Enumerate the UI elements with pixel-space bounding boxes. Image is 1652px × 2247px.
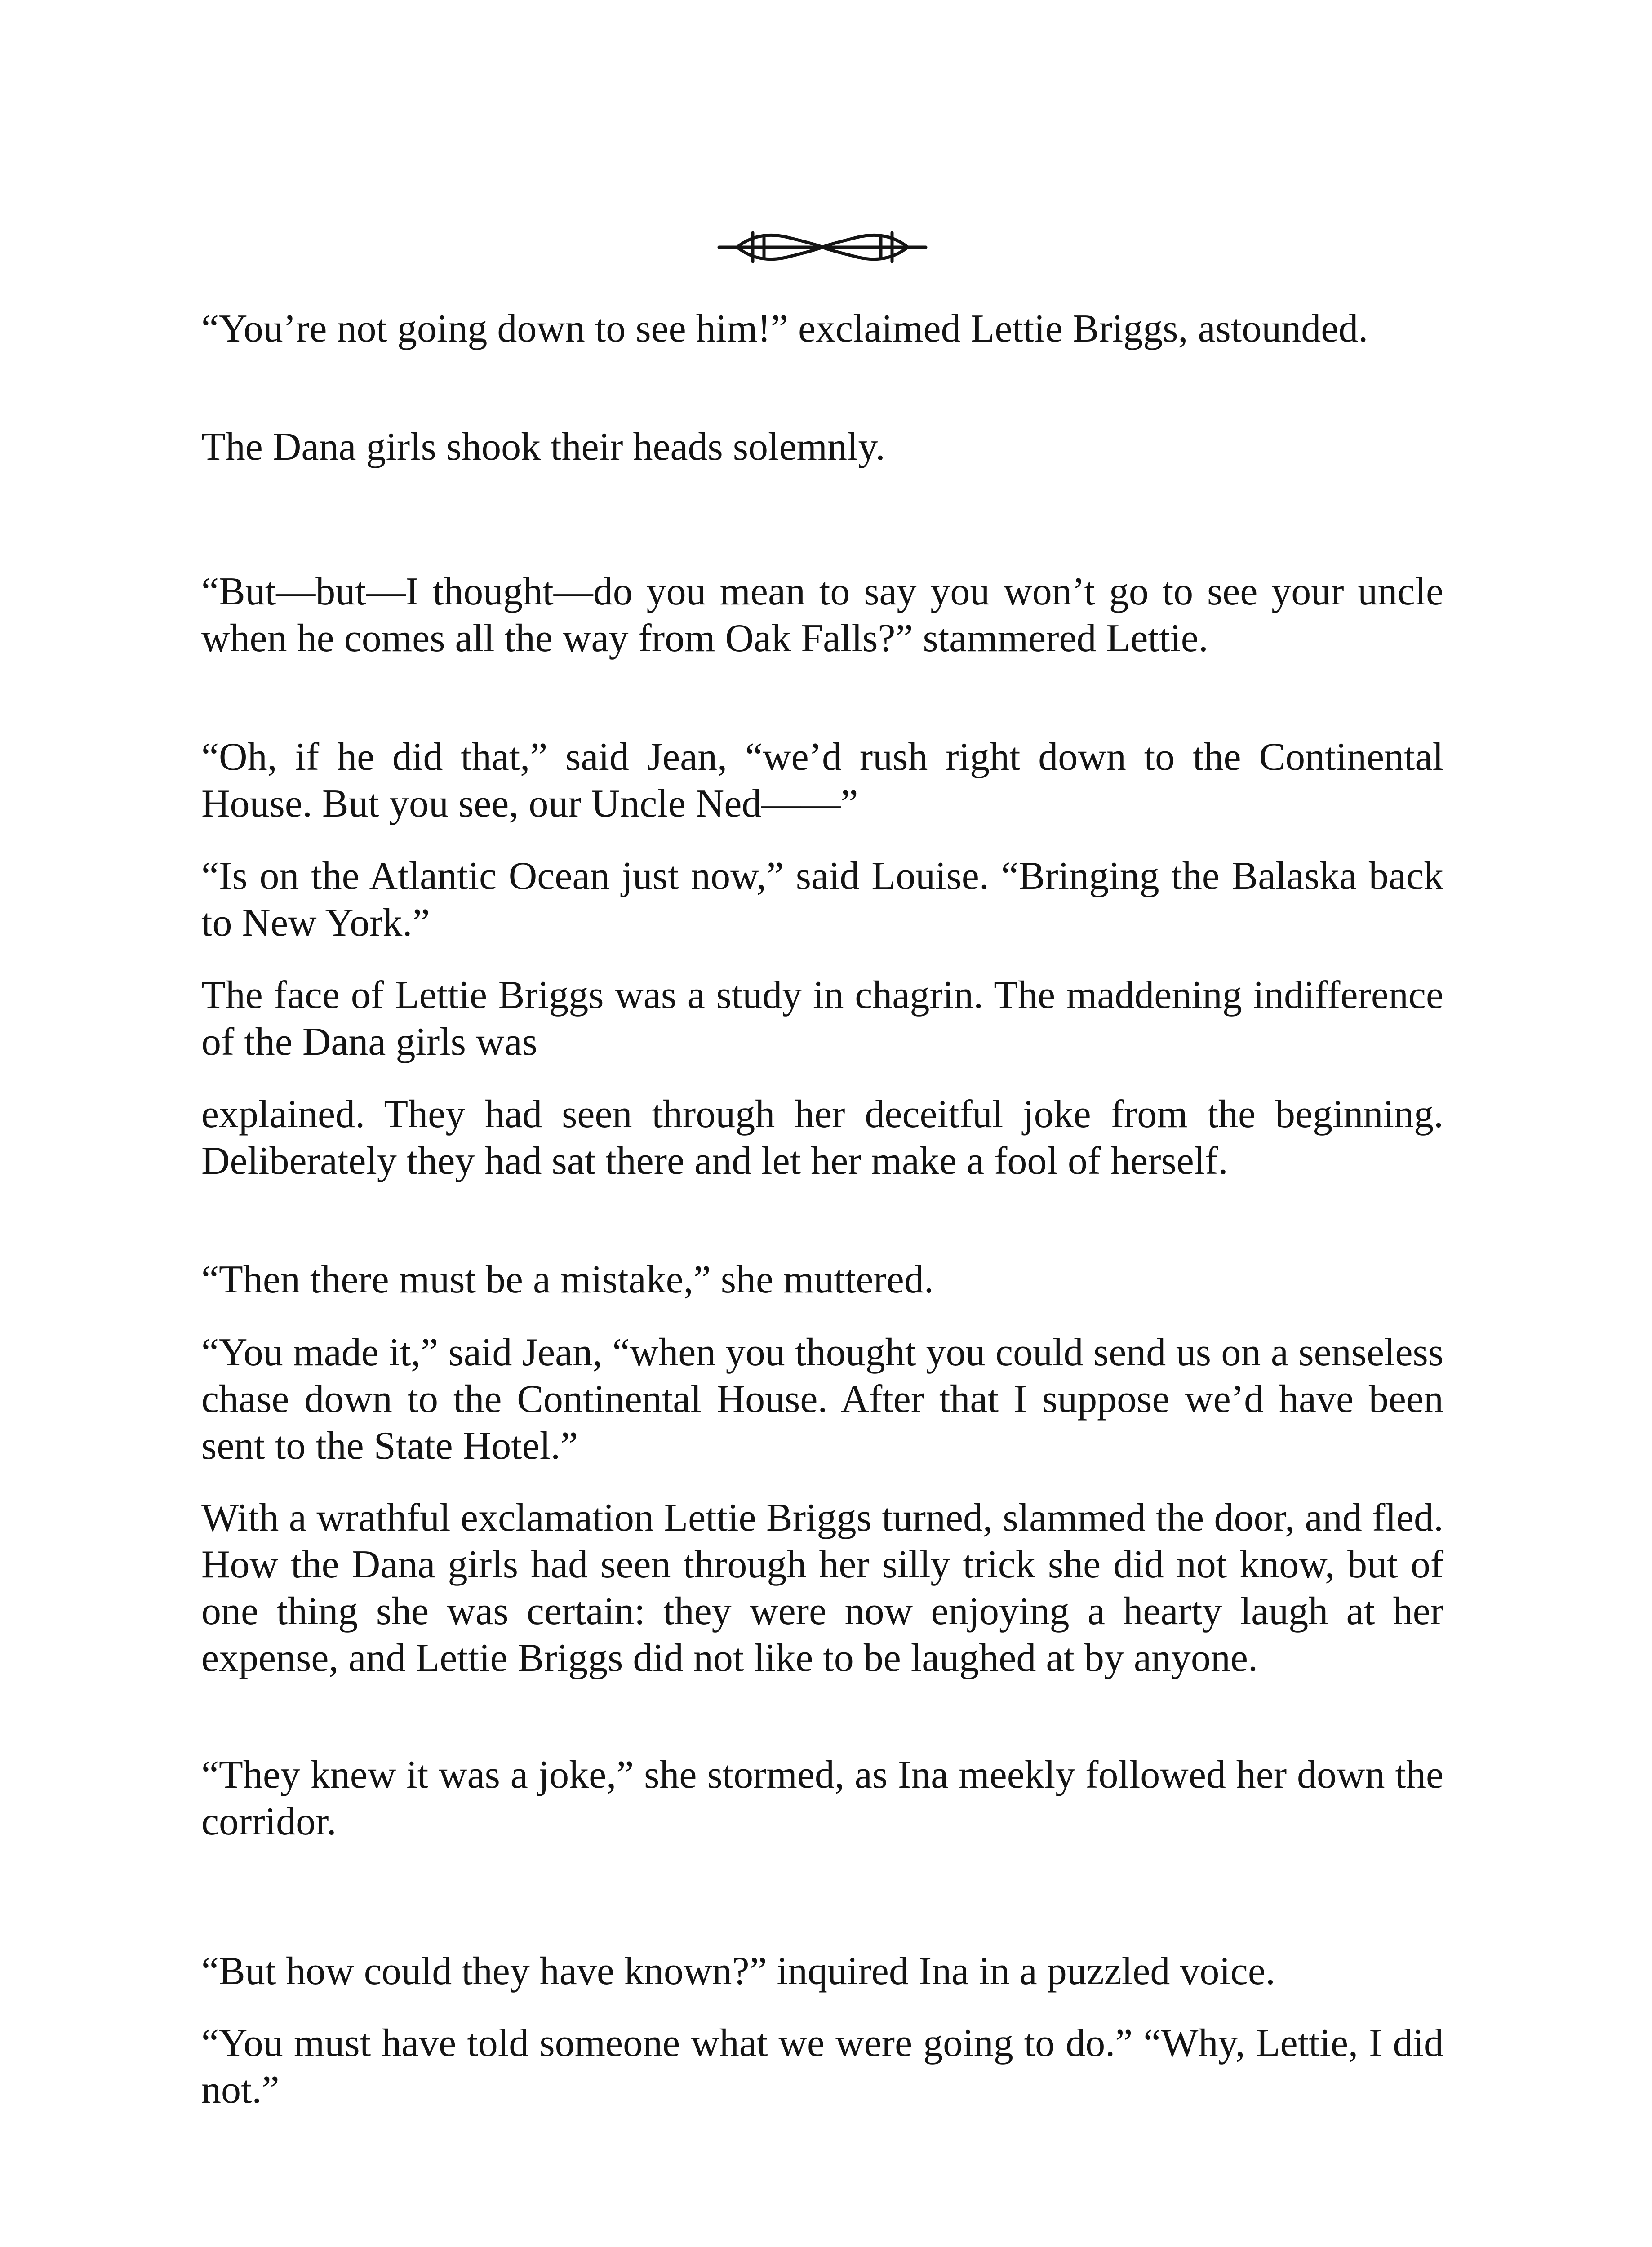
paragraph: “Oh, if he did that,” said Jean, “we’d rush right down to the Continental House. But you see, our Uncle Ned——”: [201, 735, 1443, 826]
decorative-flourish-icon: [710, 220, 935, 274]
paragraph: explained. They had seen through her deceitful joke from the beginning. Deliberately they had sat there and let her make a fool of herself.: [201, 1092, 1443, 1183]
paragraph: “They knew it was a joke,” she stormed, as Ina meekly followed her down the corridor.: [201, 1753, 1443, 1843]
paragraph: “But—but—I thought—do you mean to say you won’t go to see your uncle when he comes all the way from Oak Falls?” stammered Lettie.: [201, 570, 1443, 660]
paragraph: “Is on the Atlantic Ocean just now,” said Louise. “Bringing the Balaska back to New York.”: [201, 854, 1443, 945]
paragraph: The Dana girls shook their heads solemnly.: [201, 425, 885, 469]
paragraph: “You must have told someone what we were going to do.” “Why, Lettie, I did not.”: [201, 2021, 1443, 2112]
paragraph: With a wrathful exclamation Lettie Briggs turned, slammed the door, and fled. How the Dana girls had seen through her silly trick she did not know, but of one thing she was certain: they were now enjoying a hearty laugh at her expense, and Lettie Briggs did not like to be laughed at by anyone.: [201, 1496, 1443, 1680]
paragraph: The face of Lettie Briggs was a study in chagrin. The maddening indifference of the Dana girls was: [201, 973, 1443, 1064]
paragraph: “Then there must be a mistake,” she muttered.: [201, 1258, 934, 1301]
paragraph: “You’re not going down to see him!” exclaimed Lettie Briggs, astounded.: [201, 307, 1368, 351]
paragraph: “You made it,” said Jean, “when you thought you could send us on a senseless chase down to the Continental House. After that I suppose we’d have been sent to the State Hotel.”: [201, 1331, 1443, 1468]
paragraph: “But how could they have known?” inquired Ina in a puzzled voice.: [201, 1949, 1275, 1993]
